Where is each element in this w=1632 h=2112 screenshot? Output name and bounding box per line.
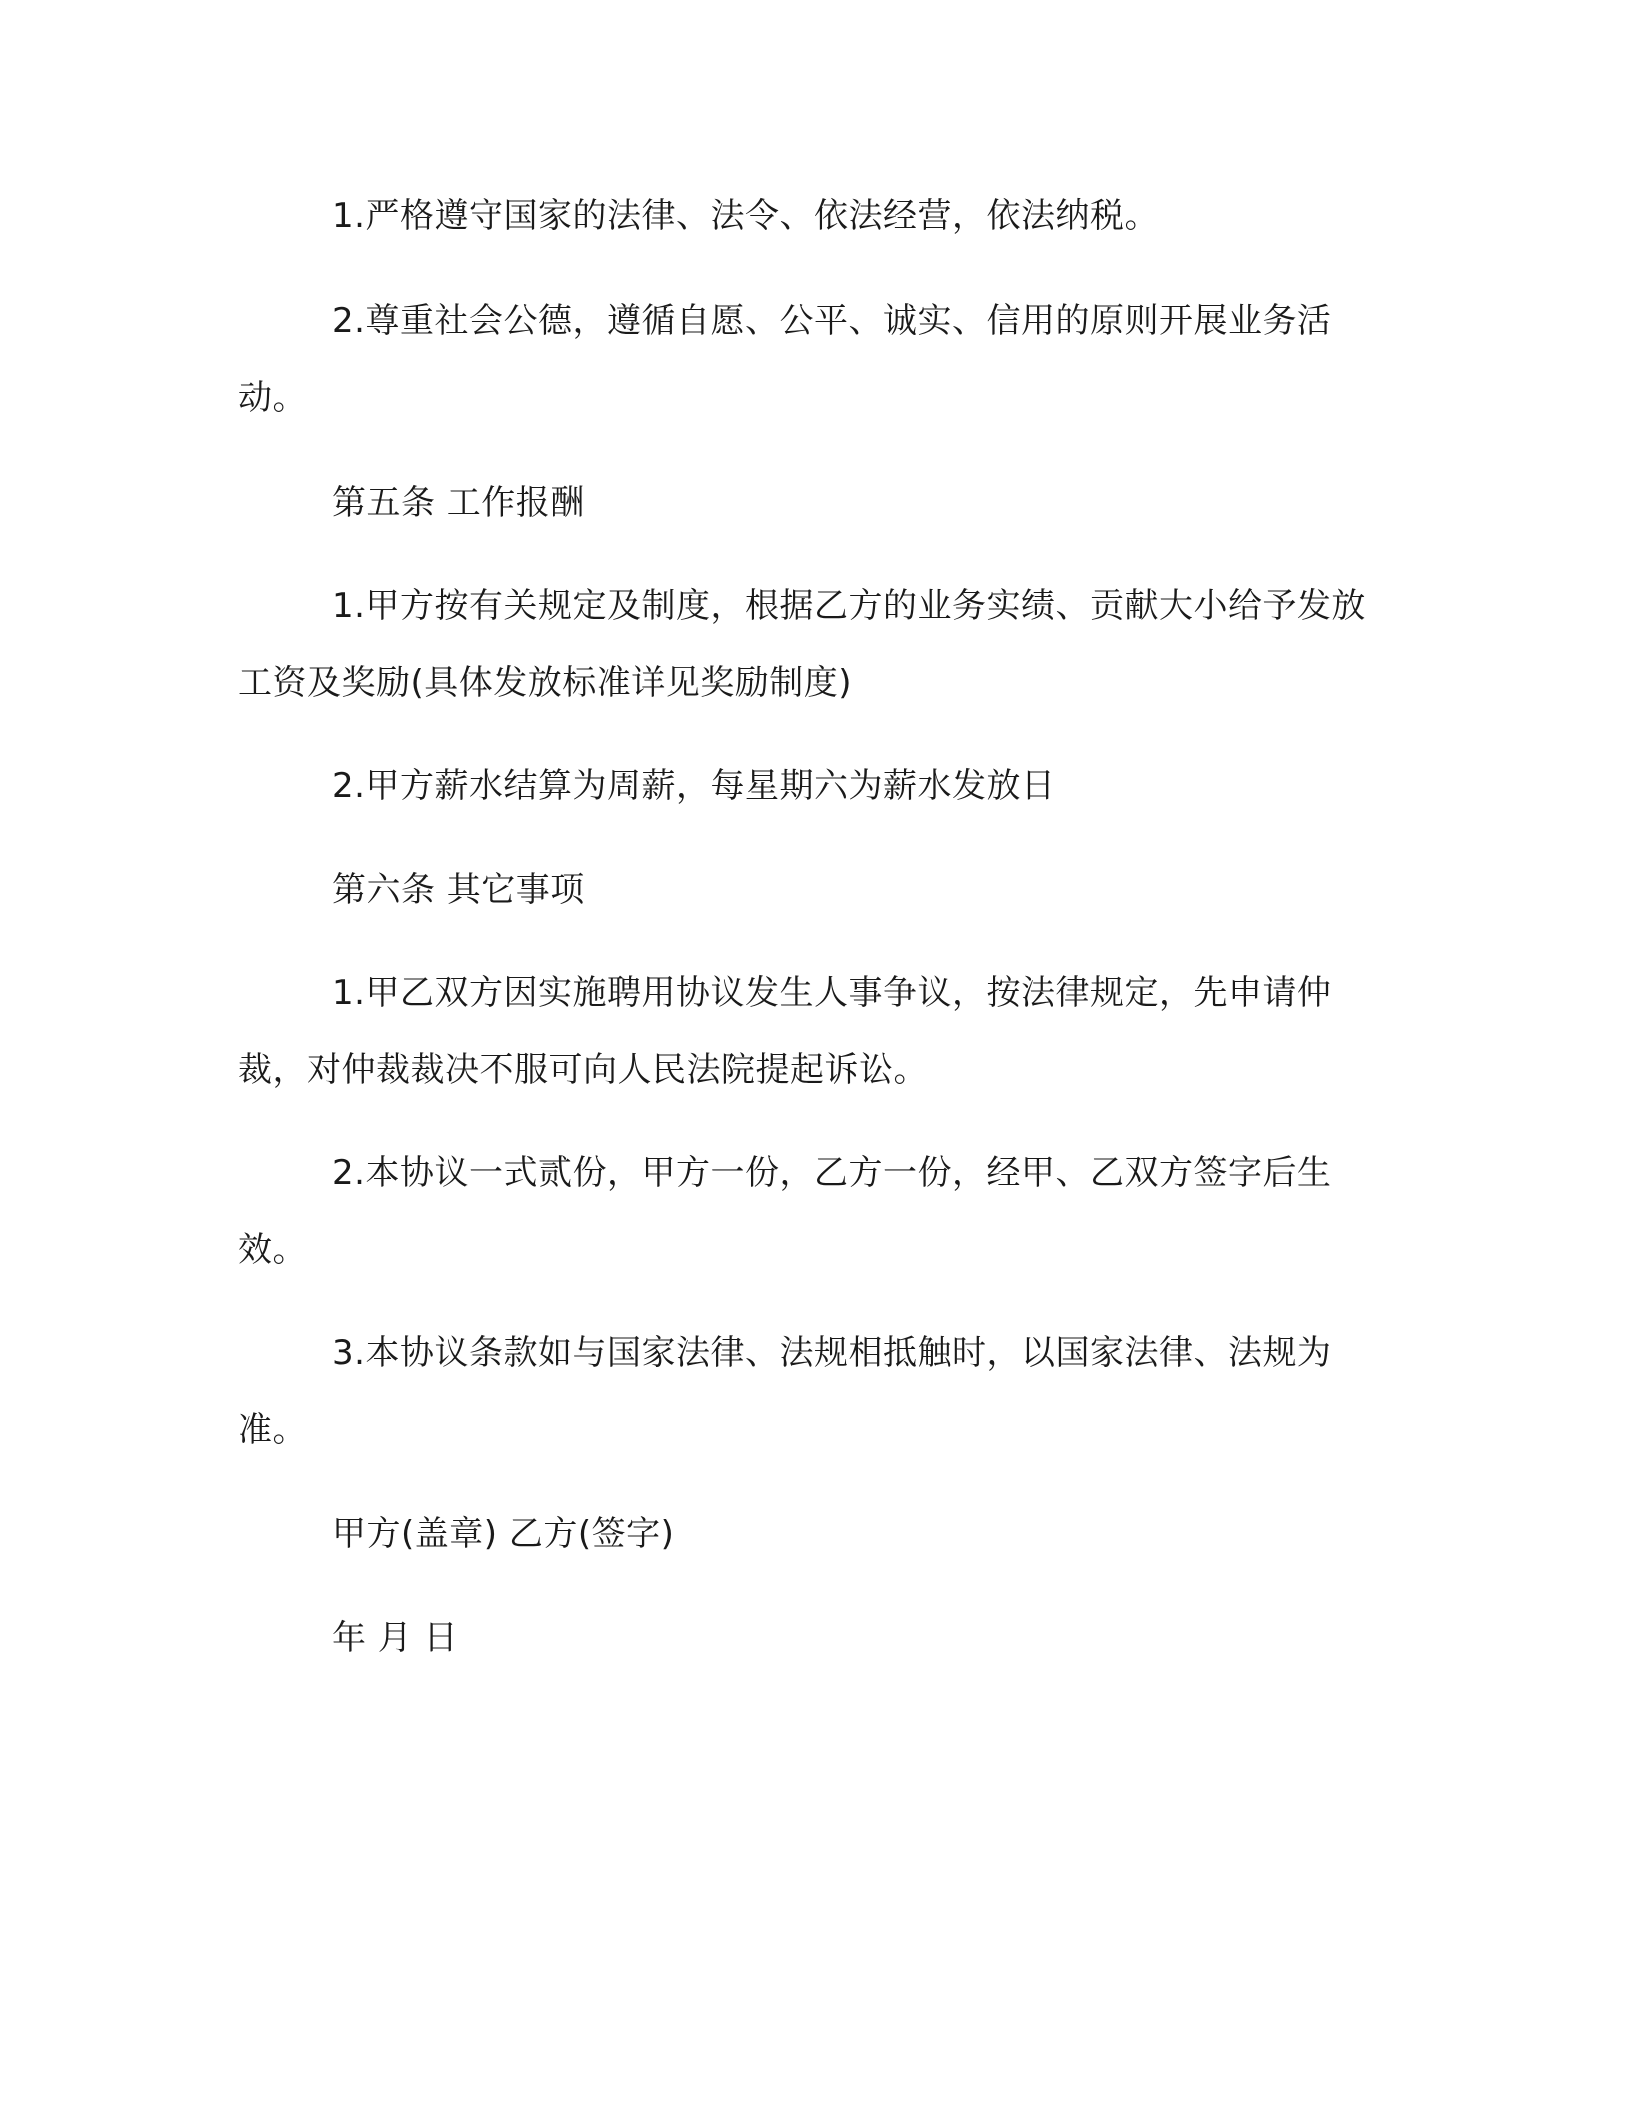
section-heading-5: 第五条 工作报酬: [332, 483, 585, 523]
date-line: 年 月 日: [332, 1618, 459, 1658]
paragraph-6: 2.本协议一式贰份，甲方一份，乙方一份，经甲、乙双方签字后生效。: [238, 1153, 1332, 1270]
section-heading-6: 第六条 其它事项: [332, 870, 585, 910]
signature-line: 甲方(盖章) 乙方(签字): [332, 1514, 675, 1554]
paragraph-3: 1.甲方按有关规定及制度，根据乙方的业务实绩、贡献大小给予发放工资及奖励(具体发放标准详见奖励制度): [238, 586, 1366, 703]
paragraph-5: 1.甲乙双方因实施聘用协议发生人事争议，按法律规定，先申请仲裁，对仲裁裁决不服可向人民法院提起诉讼。: [238, 973, 1332, 1090]
paragraph-1: 1.严格遵守国家的法律、法令、依法经营，依法纳税。: [332, 196, 1159, 236]
paragraph-2: 2.尊重社会公德，遵循自愿、公平、诚实、信用的原则开展业务活动。: [238, 301, 1332, 418]
paragraph-4: 2.甲方薪水结算为周薪，每星期六为薪水发放日: [332, 766, 1056, 806]
paragraph-7: 3.本协议条款如与国家法律、法规相抵触时，以国家法律、法规为准。: [238, 1333, 1332, 1450]
